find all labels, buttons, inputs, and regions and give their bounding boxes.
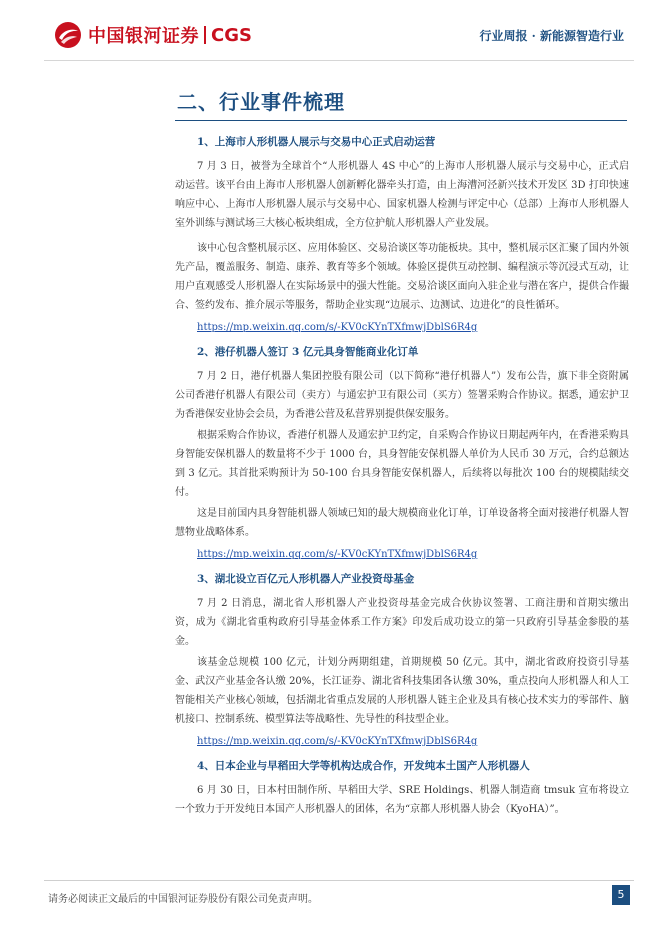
event-paragraph: 这是目前国内具身智能机器人领域已知的最大规模商业化订单，订单设备将全面对接港仔机器人智慧物业战略体系。	[175, 508, 629, 538]
event-paragraph: 根据采购合作协议，香港仔机器人及通宏护卫约定，自采购合作协议日期起两年内，在香港采购具身智能安保机器人的数量将不少于 1000 台，具身智能安保机器人单价为人民币 30 万元，合约总额达到 3 亿元。其首批采购预计为 50-100 台具身智能安保机器人，后续将以每批次 100 台的规模陆续交付。	[175, 430, 629, 498]
brand-name-en: CGS	[211, 24, 252, 46]
event-1	[175, 133, 629, 337]
event-heading: 4、日本企业与早稻田大学等机构达成合作，开发纯本土国产人形机器人	[197, 760, 530, 772]
page-number: 5	[612, 885, 630, 905]
header-divider	[44, 60, 634, 61]
footer-divider	[44, 880, 634, 881]
event-paragraph: 6 月 30 日，日本村田制作所、早稻田大学、SRE Holdings、机器人制造商 tmsuk 宣布将设立一个致力于开发纯日本国产人形机器人的团体，名为“京都人形机器人协会（KyoHA）”。	[175, 785, 629, 815]
brand-separator	[204, 26, 206, 44]
event-3	[175, 570, 629, 751]
event-heading: 1、上海市人形机器人展示与交易中心正式启动运营	[197, 136, 436, 148]
event-2	[175, 343, 629, 564]
event-paragraph: 该中心包含整机展示区、应用体验区、交易洽谈区等功能板块。其中，整机展示区汇聚了国内外领先产品，覆盖服务、制造、康养、教育等多个领域。体验区提供互动控制、编程演示等沉浸式互动，让用户直观感受人形机器人在实际场景中的强大性能。交易洽谈区面向入驻企业与潜在客户，提供合作撮合、签约发布、推介展示等服务，帮助企业实现“边展示、边测试、边进化”的良性循环。	[175, 243, 629, 311]
event-paragraph: 7 月 2 日，港仔机器人集团控股有限公司（以下简称“港仔机器人”）发布公告，旗下非全资附属公司香港仔机器人有限公司（卖方）与通宏护卫有限公司（买方）签署采购合作协议。据悉，通宏护卫为香港保安业协会会员，为香港公营及私营界别提供保安服务。	[175, 371, 629, 420]
brand-logo	[54, 21, 252, 49]
source-link[interactable]: https://mp.weixin.qq.com/s/-KV0cKYnTXfmwjDblS6R4g	[197, 736, 478, 747]
disclaimer-text: 请务必阅读正文最后的中国银河证券股份有限公司免责声明。	[48, 894, 318, 905]
source-link[interactable]: https://mp.weixin.qq.com/s/-KV0cKYnTXfmwjDblS6R4g	[197, 549, 478, 560]
report-category: 行业周报 · 新能源智造行业	[479, 29, 624, 43]
section-title: 二、行业事件梳理	[177, 90, 345, 114]
event-heading: 3、湖北设立百亿元人形机器人产业投资母基金	[197, 573, 415, 585]
brand-name-cn: 中国银河证券	[88, 26, 199, 47]
event-4	[175, 757, 629, 819]
event-heading: 2、港仔机器人签订 3 亿元具身智能商业化订单	[197, 346, 419, 358]
event-paragraph: 7 月 2 日消息，湖北省人形机器人产业投资母基金完成合伙协议签署、工商注册和首期实缴出资，成为《湖北省重构政府引导基金体系工作方案》印发后成功设立的第一只政府引导基金参股的基金。	[175, 598, 629, 647]
page-header	[0, 0, 662, 62]
content-body	[175, 127, 629, 821]
section-divider	[175, 120, 627, 121]
event-paragraph: 7 月 3 日，被誉为全球首个“人形机器人 4S 中心”的上海市人形机器人展示与交易中心，正式启动运营。该平台由上海市人形机器人创新孵化器牵头打造，由上海漕河泾新兴技术开发区 3D 打印快速响应中心、上海市人形机器人展示与交易中心、国家机器人检测与评定中心（总部）上海市人形机器人室外训练与测试场三大核心板块组成，全方位护航人形机器人产业发展。	[175, 161, 629, 229]
source-link[interactable]: https://mp.weixin.qq.com/s/-KV0cKYnTXfmwjDblS6R4g	[197, 322, 478, 333]
event-paragraph: 该基金总规模 100 亿元，计划分两期组建，首期规模 50 亿元。其中，湖北省政府投资引导基金、武汉产业基金各认缴 20%，长江证券、湖北省科技集团各认缴 30%，重点投向人形机器人和人工智能相关产业核心领域，包括湖北省重点发展的人形机器人链主企业及具有核心技术实力的零部件、脑机接口、控制系统、模型算法等战略性、先导性的科技型企业。	[175, 657, 629, 725]
galaxy-logo-icon	[54, 21, 82, 49]
